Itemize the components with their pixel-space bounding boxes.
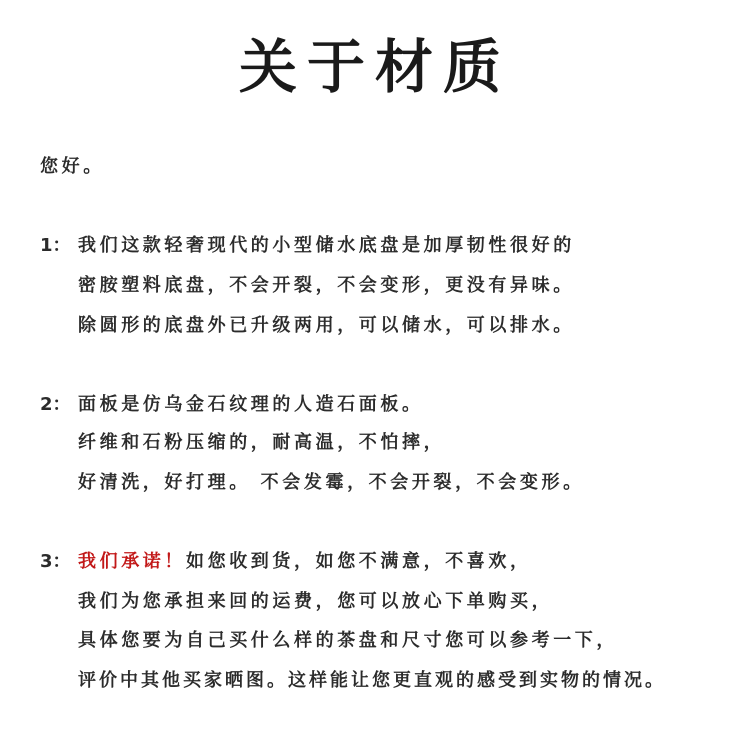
page-title: 关于材质	[238, 33, 511, 101]
section1-number: 1：	[40, 235, 71, 256]
section1-line-1	[40, 237, 575, 255]
section1-line-2: 密胺塑料底盘，不会开裂，不会变形，更没有异味。	[78, 275, 575, 296]
section3-line-2: 我们为您承担来回的运费，您可以放心下单购买，	[78, 591, 554, 612]
section2-line-3: 好清洗，好打理。 不会发霉，不会开裂，不会变形。	[78, 472, 585, 493]
section3-text-1: 如您收到货，如您不满意，不喜欢，	[186, 551, 532, 572]
section3-line-1	[40, 553, 532, 571]
section2-line-2: 纤维和石粉压缩的，耐高温，不怕摔，	[78, 432, 446, 453]
section3-line-4: 评价中其他买家晒图。这样能让您更直观的感受到实物的情况。	[78, 670, 666, 691]
section3-line-3: 具体您要为自己买什么样的茶盘和尺寸您可以参考一下，	[78, 630, 618, 651]
section2-text-1: 面板是仿乌金石纹理的人造石面板。	[78, 394, 424, 415]
section3-promise: 我们承诺！	[78, 551, 186, 572]
greeting: 您好。	[40, 156, 105, 177]
section2-number: 2：	[40, 394, 71, 415]
section2-line-1	[40, 396, 424, 414]
section1-line-3: 除圆形的底盘外已升级两用，可以储水，可以排水。	[78, 315, 575, 336]
section3-number: 3：	[40, 551, 71, 572]
section1-text-1: 我们这款轻奢现代的小型储水底盘是加厚韧性很好的	[78, 235, 575, 256]
